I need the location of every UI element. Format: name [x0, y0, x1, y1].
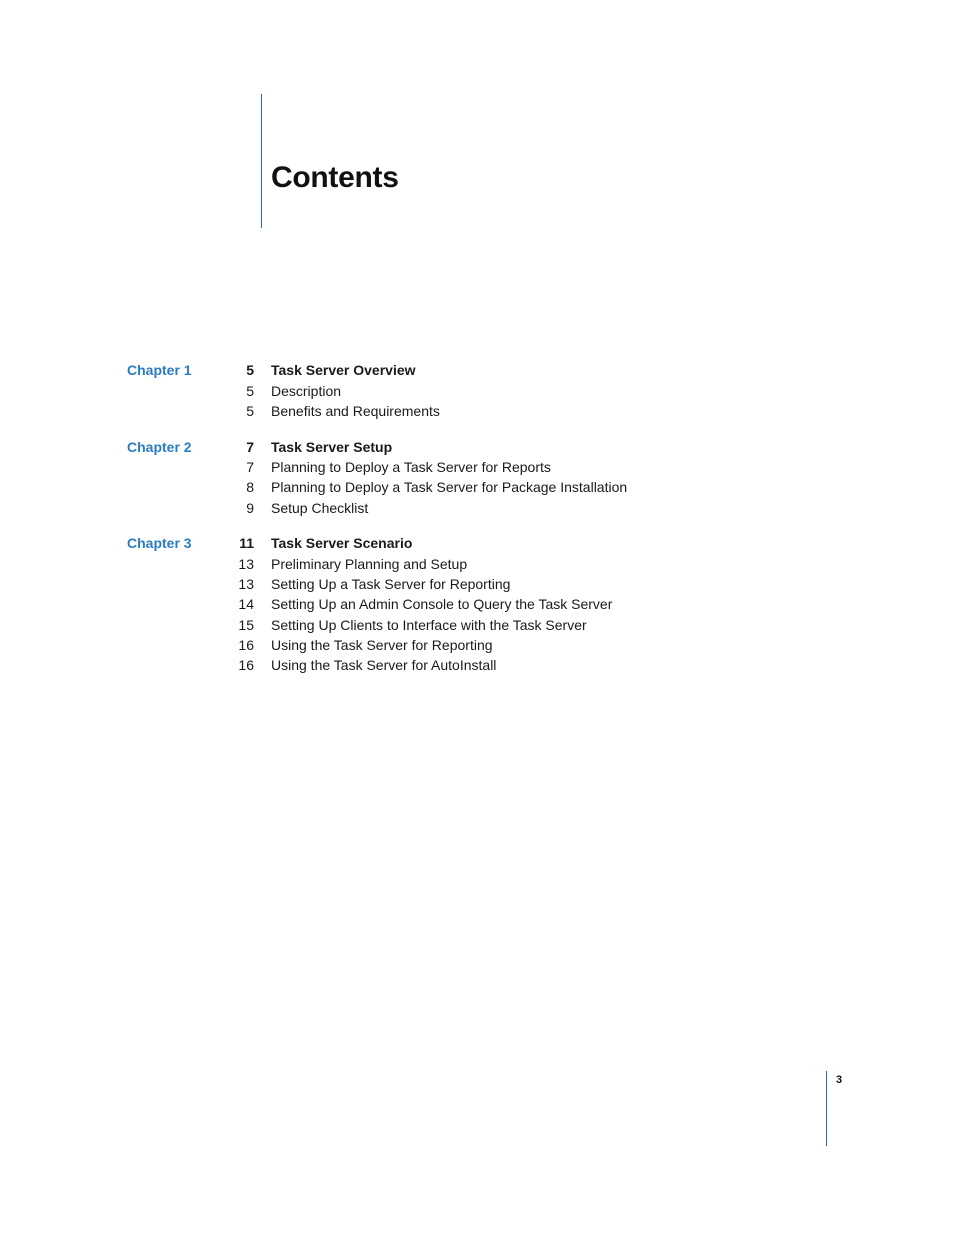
title-rule [261, 94, 262, 228]
toc-entry[interactable] [0, 437, 954, 457]
toc-entry[interactable] [0, 477, 954, 497]
toc-entry-title: Description [271, 383, 342, 399]
toc-entry[interactable] [0, 498, 954, 518]
toc-entry-page: 16 [238, 637, 254, 653]
toc-entry-page: 14 [238, 596, 254, 612]
toc-entry-page: 15 [238, 617, 254, 633]
toc-entry-page: 9 [246, 500, 254, 516]
toc-entry-title: Benefits and Requirements [271, 403, 440, 419]
toc-entry[interactable] [0, 457, 954, 477]
toc-entry-title: Task Server Overview [271, 362, 416, 378]
chapter-2-link[interactable]: Chapter 2 [127, 439, 192, 455]
chapter-1-link[interactable]: Chapter 1 [127, 362, 192, 378]
toc-entry-title: Task Server Setup [271, 439, 393, 455]
toc-entry[interactable] [0, 401, 954, 421]
page-number: 3 [836, 1074, 843, 1086]
toc-entry-title: Setting Up a Task Server for Reporting [271, 576, 511, 592]
page-title: Contents [271, 161, 399, 194]
toc-entry-title: Using the Task Server for AutoInstall [271, 657, 497, 673]
toc-entry-page: 8 [246, 479, 254, 495]
toc-entry-title: Preliminary Planning and Setup [271, 556, 468, 572]
toc-entry-title: Planning to Deploy a Task Server for Package Installation [271, 479, 628, 495]
toc-entry[interactable] [0, 554, 954, 574]
toc-entry[interactable] [0, 594, 954, 614]
toc-entry[interactable] [0, 635, 954, 655]
toc-entry-page: 5 [246, 362, 254, 378]
toc-entry-title: Setup Checklist [271, 500, 369, 516]
toc-entry-title: Task Server Scenario [271, 535, 413, 551]
toc-entry[interactable] [0, 574, 954, 594]
toc-entry-page: 11 [239, 535, 254, 551]
toc-entry-page: 13 [238, 576, 254, 592]
toc-entry-page: 5 [246, 383, 254, 399]
toc-entry-page: 5 [246, 403, 254, 419]
toc-entry[interactable] [0, 533, 954, 553]
toc-entry-page: 13 [238, 556, 254, 572]
toc-entry-page: 7 [246, 459, 254, 475]
toc-entry-page: 16 [238, 657, 254, 673]
toc-entry[interactable] [0, 615, 954, 635]
toc-entry-title: Planning to Deploy a Task Server for Reports [271, 459, 551, 475]
toc-entry-page: 7 [246, 439, 254, 455]
toc-entry-title: Using the Task Server for Reporting [271, 637, 493, 653]
toc-entry-title: Setting Up an Admin Console to Query the Task Server [271, 596, 613, 612]
toc-entry-title: Setting Up Clients to Interface with the Task Server [271, 617, 587, 633]
toc-entry[interactable] [0, 655, 954, 675]
toc-entry[interactable] [0, 360, 954, 380]
chapter-3-link[interactable]: Chapter 3 [127, 535, 192, 551]
footer-rule [826, 1071, 827, 1146]
toc-entry[interactable] [0, 381, 954, 401]
